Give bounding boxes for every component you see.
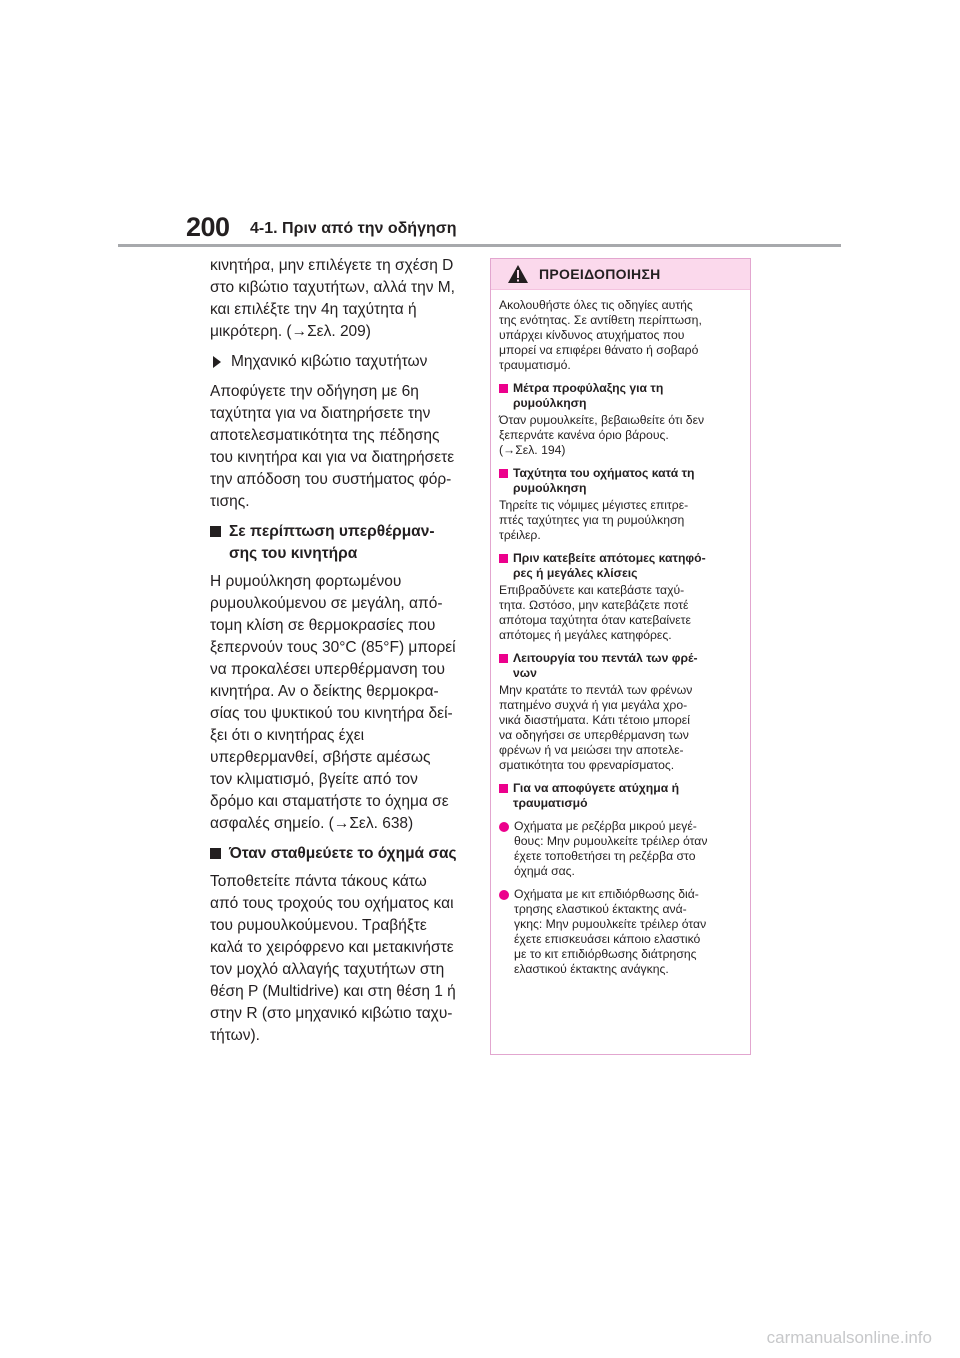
text-line: απότομα ταχύτητα όταν κατεβαίνετε bbox=[499, 613, 691, 627]
warning-box bbox=[490, 258, 751, 1055]
warning-section-text bbox=[499, 583, 742, 643]
text-line: τητα. Ωστόσο, μην κατεβάζετε ποτέ bbox=[499, 598, 689, 612]
section-heading-parking bbox=[210, 843, 468, 865]
text-line: Οχήματα με κιτ επιδιόρθωσης διά- bbox=[514, 887, 699, 901]
heading-line: τραυματισμό bbox=[513, 796, 588, 810]
text-line: δρόμο και σταματήστε το όχημα σε bbox=[210, 793, 449, 810]
square-bullet-icon bbox=[499, 469, 508, 478]
text-line: ξεπερνούν τους 30°C (85°F) μπορεί bbox=[210, 639, 456, 656]
heading-line: ρυμούλκηση bbox=[513, 396, 587, 410]
paragraph-2 bbox=[210, 381, 468, 513]
text-line: του ρυμουλκούμενου. Τραβήξτε bbox=[210, 917, 427, 934]
text-line: ελαστικού έκτακτης ανάγκης. bbox=[514, 962, 669, 976]
heading-line: Μέτρα προφύλαξης για τη bbox=[513, 381, 664, 395]
text-line: φρένων ή να μειώσει την αποτελε- bbox=[499, 743, 684, 757]
text-line: θους: Μην ρυμουλκείτε τρέιλερ όταν bbox=[514, 834, 708, 848]
heading-line: σης του κινητήρα bbox=[229, 545, 358, 562]
text-line: στην R (στο μηχανικό κιβώτιο ταχυ- bbox=[210, 1005, 453, 1022]
warning-section-heading bbox=[499, 781, 742, 811]
text-line: ρυμουλκούμενου σε μεγάλη, από- bbox=[210, 595, 443, 612]
text-line: της ενότητας. Σε αντίθετη περίπτωση, bbox=[499, 313, 702, 327]
warning-header bbox=[491, 259, 750, 290]
text-line: Τοποθετείτε πάντα τάκους κάτω bbox=[210, 873, 427, 890]
warning-section-text bbox=[499, 683, 742, 773]
heading-line: Σε περίπτωση υπερθέρμαν- bbox=[229, 523, 435, 540]
text-line: πατημένο συχνά ή για μεγάλα χρο- bbox=[499, 698, 688, 712]
warning-section-heading bbox=[499, 381, 742, 411]
text-line: Μην κρατάτε το πεντάλ των φρένων bbox=[499, 683, 693, 697]
text-line: στο κιβώτιο ταχυτήτων, αλλά την M, bbox=[210, 279, 455, 296]
text-line: Όταν ρυμουλκείτε, βεβαιωθείτε ότι δεν bbox=[499, 413, 705, 427]
text-line: τήτων). bbox=[210, 1027, 260, 1044]
text-line: υπερθερμανθεί, σβήστε αμέσως bbox=[210, 749, 431, 766]
square-bullet-icon bbox=[210, 848, 221, 859]
text-line: σίας του ψυκτικού του κινητήρα δεί- bbox=[210, 705, 453, 722]
square-bullet-icon bbox=[499, 784, 508, 793]
main-text-column bbox=[210, 255, 468, 1055]
text-line: θέση P (Multidrive) και στη θέση 1 ή bbox=[210, 983, 456, 1000]
text-line: με το κιτ επιδιόρθωσης διάτρησης bbox=[514, 947, 697, 961]
heading-line: Ταχύτητα του οχήματος κατά τη bbox=[513, 466, 695, 480]
text-line: υπάρχει κίνδυνος ατυχήματος που bbox=[499, 328, 685, 342]
text-line: τισης. bbox=[210, 493, 250, 510]
text-line: Οχήματα με ρεζέρβα μικρού μεγέ- bbox=[514, 819, 697, 833]
heading-line: Λειτουργία του πεντάλ των φρέ- bbox=[513, 651, 698, 665]
square-bullet-icon bbox=[499, 654, 508, 663]
text-line: μικρότερη. (→Σελ. 209) bbox=[210, 323, 371, 340]
text-line: κινητήρα. Αν ο δείκτης θερμοκρα- bbox=[210, 683, 439, 700]
warning-title: ΠΡΟΕΙΔΟΠΟΙΗΣΗ bbox=[539, 266, 661, 282]
text-line: πτές ταχύτητες για τη ρυμούλκηση bbox=[499, 513, 685, 527]
text-line: και επιλέξτε την 4η ταχύτητα ή bbox=[210, 301, 417, 318]
paragraph-3 bbox=[210, 571, 468, 835]
warning-section-heading bbox=[499, 466, 742, 496]
footer-watermark[interactable]: carmanualsonline.info bbox=[766, 1328, 932, 1347]
square-bullet-icon bbox=[499, 554, 508, 563]
circle-bullet-icon bbox=[499, 822, 509, 832]
text-line: ξει ότι ο κινητήρας έχει bbox=[210, 727, 365, 744]
text-line: απότομες ή μεγάλες κατηφόρες. bbox=[499, 628, 672, 642]
warning-bullet-item bbox=[499, 887, 742, 977]
text-line: Επιβραδύνετε και κατεβάστε ταχύ- bbox=[499, 583, 685, 597]
text-line: από τους τροχούς του οχήματος και bbox=[210, 895, 454, 912]
text-line: σματικότητα του φρεναρίσματος. bbox=[499, 758, 675, 772]
warning-section-text bbox=[499, 498, 742, 543]
text-line: Αποφύγετε την οδήγηση με 6η bbox=[210, 383, 419, 400]
text-line: νικά διαστήματα. Κάτι τέτοιο μπορεί bbox=[499, 713, 690, 727]
paragraph-1 bbox=[210, 255, 468, 343]
text-line: έχετε επισκευάσει κάποιο ελαστικό bbox=[514, 932, 701, 946]
heading-line: Όταν σταθμεύετε το όχημά σας bbox=[229, 845, 457, 862]
text-line: τρησης ελαστικού έκτακτης ανά- bbox=[514, 902, 687, 916]
warning-body bbox=[491, 290, 750, 977]
text-line: να προκαλέσει υπερθέρμανση του bbox=[210, 661, 445, 678]
text-line: να οδηγήσει σε υπερθέρμανση των bbox=[499, 728, 689, 742]
text-line: τον μοχλό αλλαγής ταχυτήτων στη bbox=[210, 961, 445, 978]
text-line: όχημά σας. bbox=[514, 864, 575, 878]
text-line: του κινητήρα και για να διατηρήσετε bbox=[210, 449, 455, 466]
text-line: αποτελεσματικότητα της πέδησης bbox=[210, 427, 440, 444]
text-line: την απόδοση του συστήματος φόρ- bbox=[210, 471, 452, 488]
warning-section-heading bbox=[499, 551, 742, 581]
text-line: κινητήρα, μην επιλέγετε τη σχέση D bbox=[210, 257, 454, 274]
circle-bullet-icon bbox=[499, 890, 509, 900]
text-line: τραυματισμό. bbox=[499, 358, 571, 372]
text-line: καλά το χειρόφρενο και μετακινήστε bbox=[210, 939, 454, 956]
text-line: τρέιλερ. bbox=[499, 528, 541, 542]
paragraph-4 bbox=[210, 871, 468, 1047]
text-line: μπορεί να επιφέρει θάνατο ή σοβαρό bbox=[499, 343, 699, 357]
text-line: (→Σελ. 194) bbox=[499, 443, 566, 457]
sub-item-manual-gearbox bbox=[210, 351, 468, 373]
sub-item-label: Μηχανικό κιβώτιο ταχυτήτων bbox=[231, 353, 428, 370]
warning-section-heading bbox=[499, 651, 742, 681]
text-line: τομη κλίση σε θερμοκρασίες που bbox=[210, 617, 436, 634]
page-number: 200 bbox=[186, 212, 230, 242]
warning-bullet-item bbox=[499, 819, 742, 879]
warning-triangle-icon bbox=[507, 264, 529, 284]
text-line: ταχύτητα για να διατηρήσετε την bbox=[210, 405, 431, 422]
text-line: γκης: Μην ρυμουλκείτε τρέιλερ όταν bbox=[514, 917, 707, 931]
section-title: 4-1. Πριν από την οδήγηση bbox=[250, 220, 457, 237]
header-rule bbox=[118, 244, 841, 247]
warning-intro bbox=[499, 298, 742, 373]
square-bullet-icon bbox=[210, 526, 221, 537]
text-line: Η ρυμούλκηση φορτωμένου bbox=[210, 573, 402, 590]
heading-line: ρες ή μεγάλες κλίσεις bbox=[513, 566, 638, 580]
text-line: Τηρείτε τις νόμιμες μέγιστες επιτρε- bbox=[499, 498, 689, 512]
square-bullet-icon bbox=[499, 384, 508, 393]
heading-line: Για να αποφύγετε ατύχημα ή bbox=[513, 781, 680, 795]
triangle-bullet-icon bbox=[213, 356, 221, 368]
text-line: έχετε τοποθετήσει τη ρεζέρβα στο bbox=[514, 849, 696, 863]
page-header bbox=[186, 212, 846, 246]
warning-section-text bbox=[499, 413, 742, 458]
text-line: ξεπερνάτε κανένα όριο βάρους. bbox=[499, 428, 669, 442]
heading-line: νων bbox=[513, 666, 537, 680]
text-line: Ακολουθήστε όλες τις οδηγίες αυτής bbox=[499, 298, 693, 312]
text-line: ασφαλές σημείο. (→Σελ. 638) bbox=[210, 815, 414, 832]
heading-line: ρυμούλκηση bbox=[513, 481, 587, 495]
text-line: τον κλιματισμό, βγείτε από τον bbox=[210, 771, 418, 788]
heading-line: Πριν κατεβείτε απότομες κατηφό- bbox=[513, 551, 706, 565]
section-heading-overheat bbox=[210, 521, 468, 565]
